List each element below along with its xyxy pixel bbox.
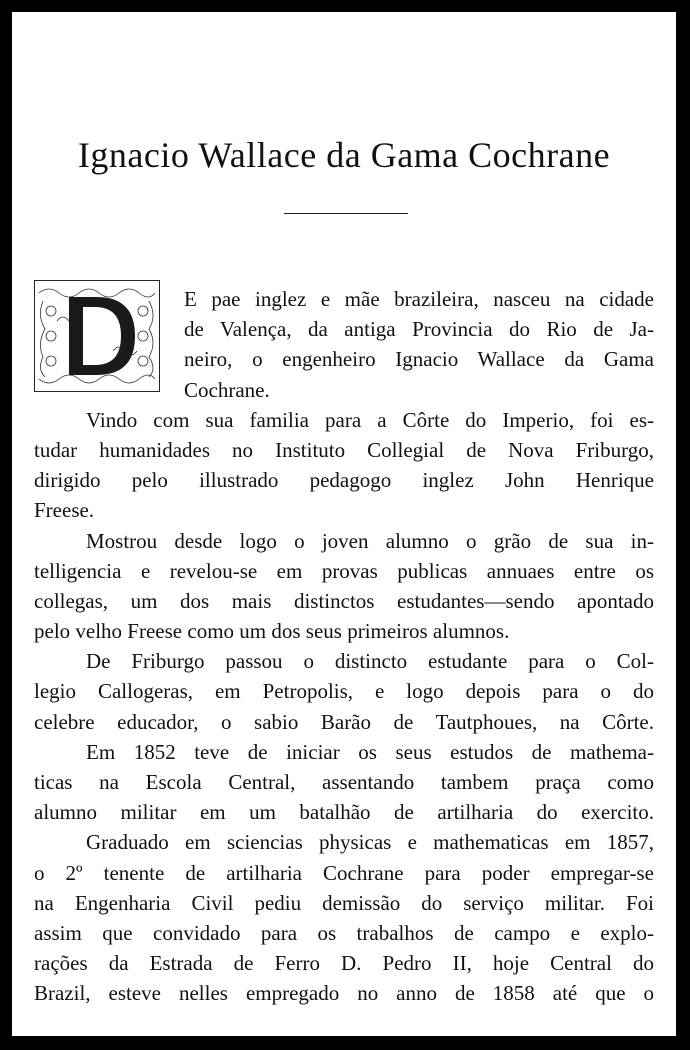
text-line: Brazil, esteve nelles empregado no anno de 1858 até que o [34, 981, 654, 1006]
text-line: Vindo com sua familia para a Côrte do Imperio, foi es- [86, 407, 654, 432]
text-line: collegas, um dos mais distinctos estudantes—sendo apontado [34, 588, 654, 613]
page-title: Ignacio Wallace da Gama Cochrane [77, 135, 611, 175]
text-line: legio Callogeras, em Petropolis, e logo depois para o do [34, 679, 654, 704]
title-divider [284, 213, 408, 214]
text-line: assim que convidado para os trabalhos de campo e explo- [34, 920, 654, 945]
text-line: pelo velho Freese como um dos seus primeiros alumnos. [34, 619, 510, 644]
document-page [12, 12, 676, 1036]
text-line: de Valença, da antiga Provincia do Rio de Ja- [184, 317, 654, 342]
text-line: tudar humanidades no Instituto Collegial de Nova Friburgo, [34, 437, 654, 462]
body-text [34, 284, 654, 1009]
text-line: Graduado em sciencias physicas e mathematicas em 1857, [86, 830, 654, 855]
text-line: E pae inglez e mãe brazileira, nasceu na cidade [184, 287, 654, 311]
text-line: o 2º tenente de artilharia Cochrane para poder empregar-se [34, 860, 654, 885]
text-line: De Friburgo passou o distincto estudante para o Col- [86, 649, 654, 674]
text-line: ticas na Escola Central, assentando tambem praça como [34, 770, 654, 794]
text-line: Freese. [34, 498, 95, 523]
text-line: Cochrane. [184, 377, 270, 402]
text-line: Em 1852 teve de iniciar os seus estudos de mathema- [86, 739, 654, 764]
text-line: neiro, o engenheiro Ignacio Wallace da Gama [184, 347, 654, 372]
text-line: telligencia e revelou-se em provas publicas annuaes entre os [34, 558, 654, 583]
text-line: celebre educador, o sabio Barão de Tautphoues, na Côrte. [34, 709, 654, 734]
text-line: na Engenharia Civil pediu demissão do serviço militar. Foi [34, 890, 654, 915]
text-line: rações da Estrada de Ferro D. Pedro II, hoje Central do [34, 951, 654, 976]
text-line: alumno militar em um batalhão de artilharia do exercito. [34, 800, 654, 825]
text-line: Mostrou desde logo o joven alumno o grão de sua in- [86, 528, 654, 553]
text-line: dirigido pelo illustrado pedagogo inglez John Henrique [34, 468, 654, 493]
